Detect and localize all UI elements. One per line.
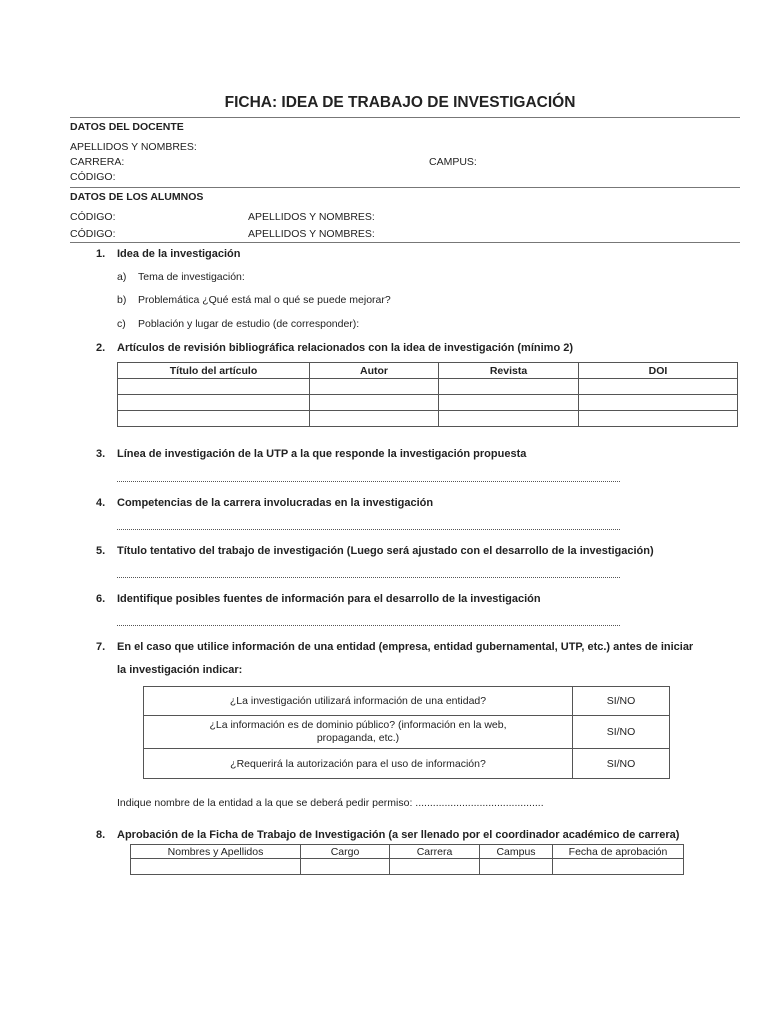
section-1-title: Idea de la investigación <box>117 248 241 260</box>
alumno-apellidos-label: APELLIDOS Y NOMBRES: <box>248 228 375 240</box>
item-marker: a) <box>117 271 127 283</box>
section-number: 6. <box>96 593 106 605</box>
table-row <box>144 716 670 749</box>
table-cell[interactable] <box>118 379 310 395</box>
table-cell[interactable] <box>480 859 553 875</box>
item-text: Población y lugar de estudio (de corresponder): <box>138 318 360 330</box>
section-number: 5. <box>96 545 106 557</box>
articles-table <box>117 362 738 427</box>
divider <box>70 187 740 188</box>
table-header: Revista <box>439 363 579 379</box>
table-header: Carrera <box>390 845 480 859</box>
question-line: propaganda, etc.) <box>316 732 400 744</box>
alumno-apellidos-label: APELLIDOS Y NOMBRES: <box>248 211 375 223</box>
answer-cell[interactable]: SI/NO <box>573 749 670 779</box>
question-cell <box>144 716 573 749</box>
item-text: Tema de investigación: <box>138 271 245 283</box>
alumno-codigo-label: CÓDIGO: <box>70 228 116 240</box>
section-number: 8. <box>96 829 106 841</box>
table-row <box>144 749 670 779</box>
table-cell[interactable] <box>118 411 310 427</box>
table-cell[interactable] <box>439 411 579 427</box>
table-cell[interactable] <box>131 859 301 875</box>
section-number: 7. <box>96 641 106 653</box>
table-row <box>118 411 738 427</box>
docente-campus-label: CAMPUS: <box>429 156 477 168</box>
answer-line[interactable] <box>117 481 620 482</box>
table-header: Campus <box>480 845 553 859</box>
section-7-title: En el caso que utilice información de una entidad (empresa, entidad gubernamental, UTP, etc.) antes de iniciar <box>117 641 694 653</box>
section-number: 4. <box>96 497 106 509</box>
section-5-title: Título tentativo del trabajo de investigación (Luego será ajustado con el desarrollo de la investigación) <box>117 545 654 557</box>
entity-note: Indique nombre de la entidad a la que se deberá pedir permiso: ............................................ <box>117 797 544 809</box>
section-number: 1. <box>96 248 106 260</box>
alumnos-header: DATOS DE LOS ALUMNOS <box>70 191 204 203</box>
table-row <box>118 395 738 411</box>
section-number: 3. <box>96 448 106 460</box>
divider <box>70 242 740 243</box>
table-header: Nombres y Apellidos <box>131 845 301 859</box>
item-marker: b) <box>117 294 127 306</box>
table-row <box>118 379 738 395</box>
docente-apellidos-label: APELLIDOS Y NOMBRES: <box>70 141 197 153</box>
table-row <box>144 687 670 716</box>
answer-line[interactable] <box>117 529 620 530</box>
table-cell[interactable] <box>579 379 738 395</box>
table-header: DOI <box>579 363 738 379</box>
section-7-title-cont: la investigación indicar: <box>117 664 243 676</box>
table-cell[interactable] <box>439 395 579 411</box>
answer-line[interactable] <box>117 577 620 578</box>
table-cell[interactable] <box>390 859 480 875</box>
approval-table <box>130 844 684 875</box>
table-row <box>131 859 684 875</box>
table-cell[interactable] <box>439 379 579 395</box>
table-cell[interactable] <box>579 411 738 427</box>
section-6-title: Identifique posibles fuentes de información para el desarrollo de la investigación <box>117 593 541 605</box>
alumno-codigo-label: CÓDIGO: <box>70 211 116 223</box>
table-cell[interactable] <box>553 859 684 875</box>
answer-cell[interactable]: SI/NO <box>573 716 670 749</box>
page-title: FICHA: IDEA DE TRABAJO DE INVESTIGACIÓN <box>224 94 576 111</box>
table-cell[interactable] <box>579 395 738 411</box>
section-2-title: Artículos de revisión bibliográfica relacionados con la idea de investigación (mínimo 2) <box>117 342 574 354</box>
question-cell: ¿La investigación utilizará información de una entidad? <box>144 687 573 716</box>
table-cell[interactable] <box>118 395 310 411</box>
answer-cell[interactable]: SI/NO <box>573 687 670 716</box>
divider <box>70 117 740 118</box>
section-3-title: Línea de investigación de la UTP a la que responde la investigación propuesta <box>117 448 527 460</box>
item-marker: c) <box>117 318 126 330</box>
docente-header: DATOS DEL DOCENTE <box>70 121 184 133</box>
question-cell: ¿Requerirá la autorización para el uso de información? <box>144 749 573 779</box>
entity-table <box>143 686 670 779</box>
table-cell[interactable] <box>310 395 439 411</box>
table-cell[interactable] <box>310 379 439 395</box>
docente-carrera-label: CARRERA: <box>70 156 125 168</box>
table-cell[interactable] <box>301 859 390 875</box>
answer-line[interactable] <box>117 625 620 626</box>
table-header: Título del artículo <box>118 363 310 379</box>
table-header: Cargo <box>301 845 390 859</box>
table-header: Autor <box>310 363 439 379</box>
section-8-title: Aprobación de la Ficha de Trabajo de Investigación (a ser llenado por el coordinador académico de carrera) <box>117 829 680 841</box>
table-header: Fecha de aprobación <box>553 845 684 859</box>
section-number: 2. <box>96 342 106 354</box>
section-4-title: Competencias de la carrera involucradas en la investigación <box>117 497 434 509</box>
question-line: ¿La información es de dominio público? (información en la web, <box>209 719 507 731</box>
table-cell[interactable] <box>310 411 439 427</box>
item-text: Problemática ¿Qué está mal o qué se puede mejorar? <box>138 294 391 306</box>
docente-codigo-label: CÓDIGO: <box>70 171 116 183</box>
